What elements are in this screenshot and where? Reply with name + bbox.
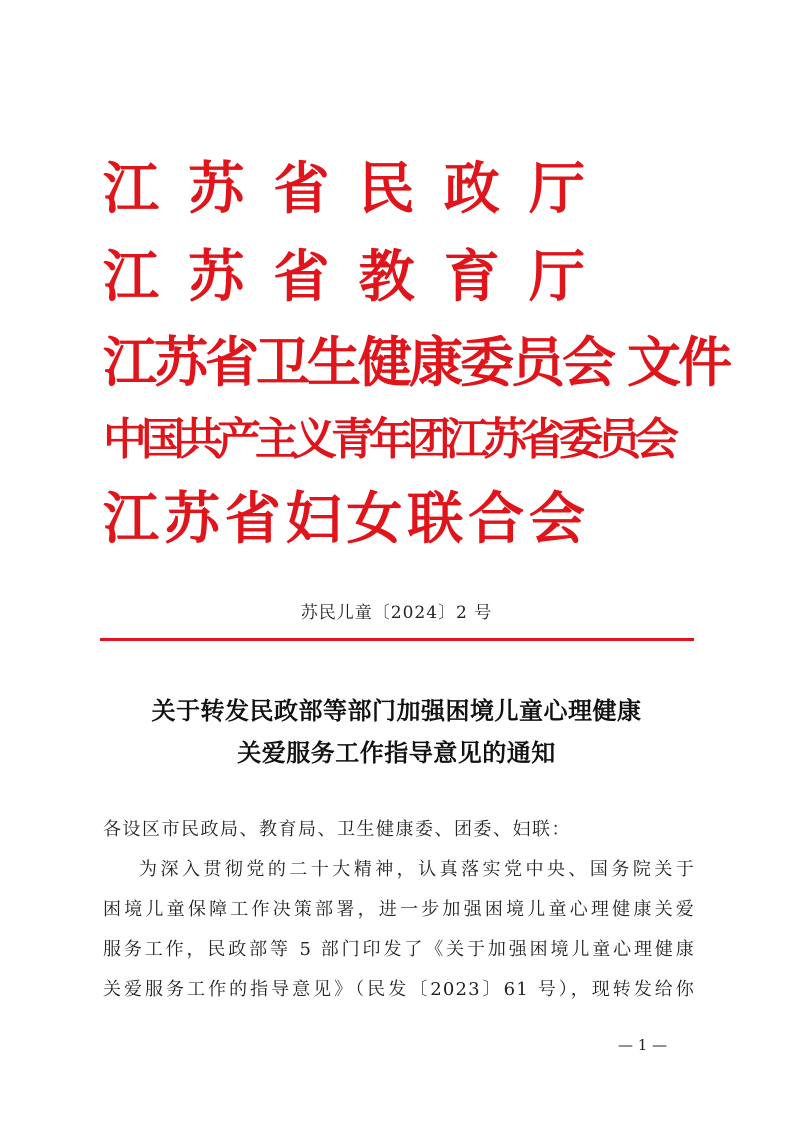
issuer-char: 厅 <box>528 244 585 310</box>
title-line-2: 关爱服务工作指导意见的通知 <box>237 738 556 767</box>
issuer-char: 苏 <box>163 486 220 552</box>
issuer-char: 江 <box>103 156 159 222</box>
issuer-char: 苏 <box>188 156 245 222</box>
issuer-char: 江 <box>103 486 159 552</box>
body-paragraph <box>103 850 695 1010</box>
issuer-char: 会 <box>528 486 585 552</box>
document-label: 文件 <box>627 329 729 394</box>
issuer-char: 育 <box>443 244 500 310</box>
issuer-name: 江苏省卫生健康委员会 <box>103 329 613 394</box>
paragraph-line: 为深入贯彻党的二十大精神，认真落实党中央、国务院关于 <box>139 859 695 880</box>
document-title <box>0 690 793 774</box>
paragraph-line: 困境儿童保障工作决策部署，进一步加强困境儿童心理健康关爱 <box>103 899 695 920</box>
issuer-civil-affairs <box>103 150 585 220</box>
title-line-1: 关于转发民政部等部门加强困境儿童心理健康 <box>151 696 642 725</box>
issuer-women-federation <box>103 480 585 550</box>
issuer-char: 省 <box>224 486 281 552</box>
issuer-char: 民 <box>358 156 415 222</box>
issuer-char: 联 <box>407 486 464 552</box>
issuer-char: 合 <box>468 486 525 552</box>
addressee: 各设区市民政局、教育局、卫生健康委、团委、妇联： <box>103 819 571 840</box>
issuer-char: 江 <box>103 244 159 310</box>
issuer-char: 妇 <box>285 486 342 552</box>
issuer-name: 中国共产主义青年团江苏省委员会 <box>103 414 673 465</box>
page-number: — 1 — <box>618 1036 668 1054</box>
issuer-char: 政 <box>443 156 500 222</box>
issuer-char: 厅 <box>528 156 585 222</box>
issuer-char: 女 <box>346 486 403 552</box>
issuer-char: 省 <box>273 244 330 310</box>
issuer-char: 教 <box>358 244 415 310</box>
issuer-education <box>103 238 585 308</box>
issuer-youth-league <box>103 400 673 470</box>
paragraph-line: 服务工作，民政部等 5 部门印发了《关于加强困境儿童心理健康 <box>103 939 695 960</box>
red-divider <box>100 638 694 641</box>
paragraph-line: 关爱服务工作的指导意见》（民发〔2023〕61 号），现转发给你 <box>103 979 695 1000</box>
issuer-char: 苏 <box>188 244 245 310</box>
issuer-char: 省 <box>273 156 330 222</box>
issuer-health <box>103 323 729 394</box>
document-number: 苏民儿童〔2024〕2 号 <box>300 603 493 623</box>
document-body <box>103 810 695 1010</box>
